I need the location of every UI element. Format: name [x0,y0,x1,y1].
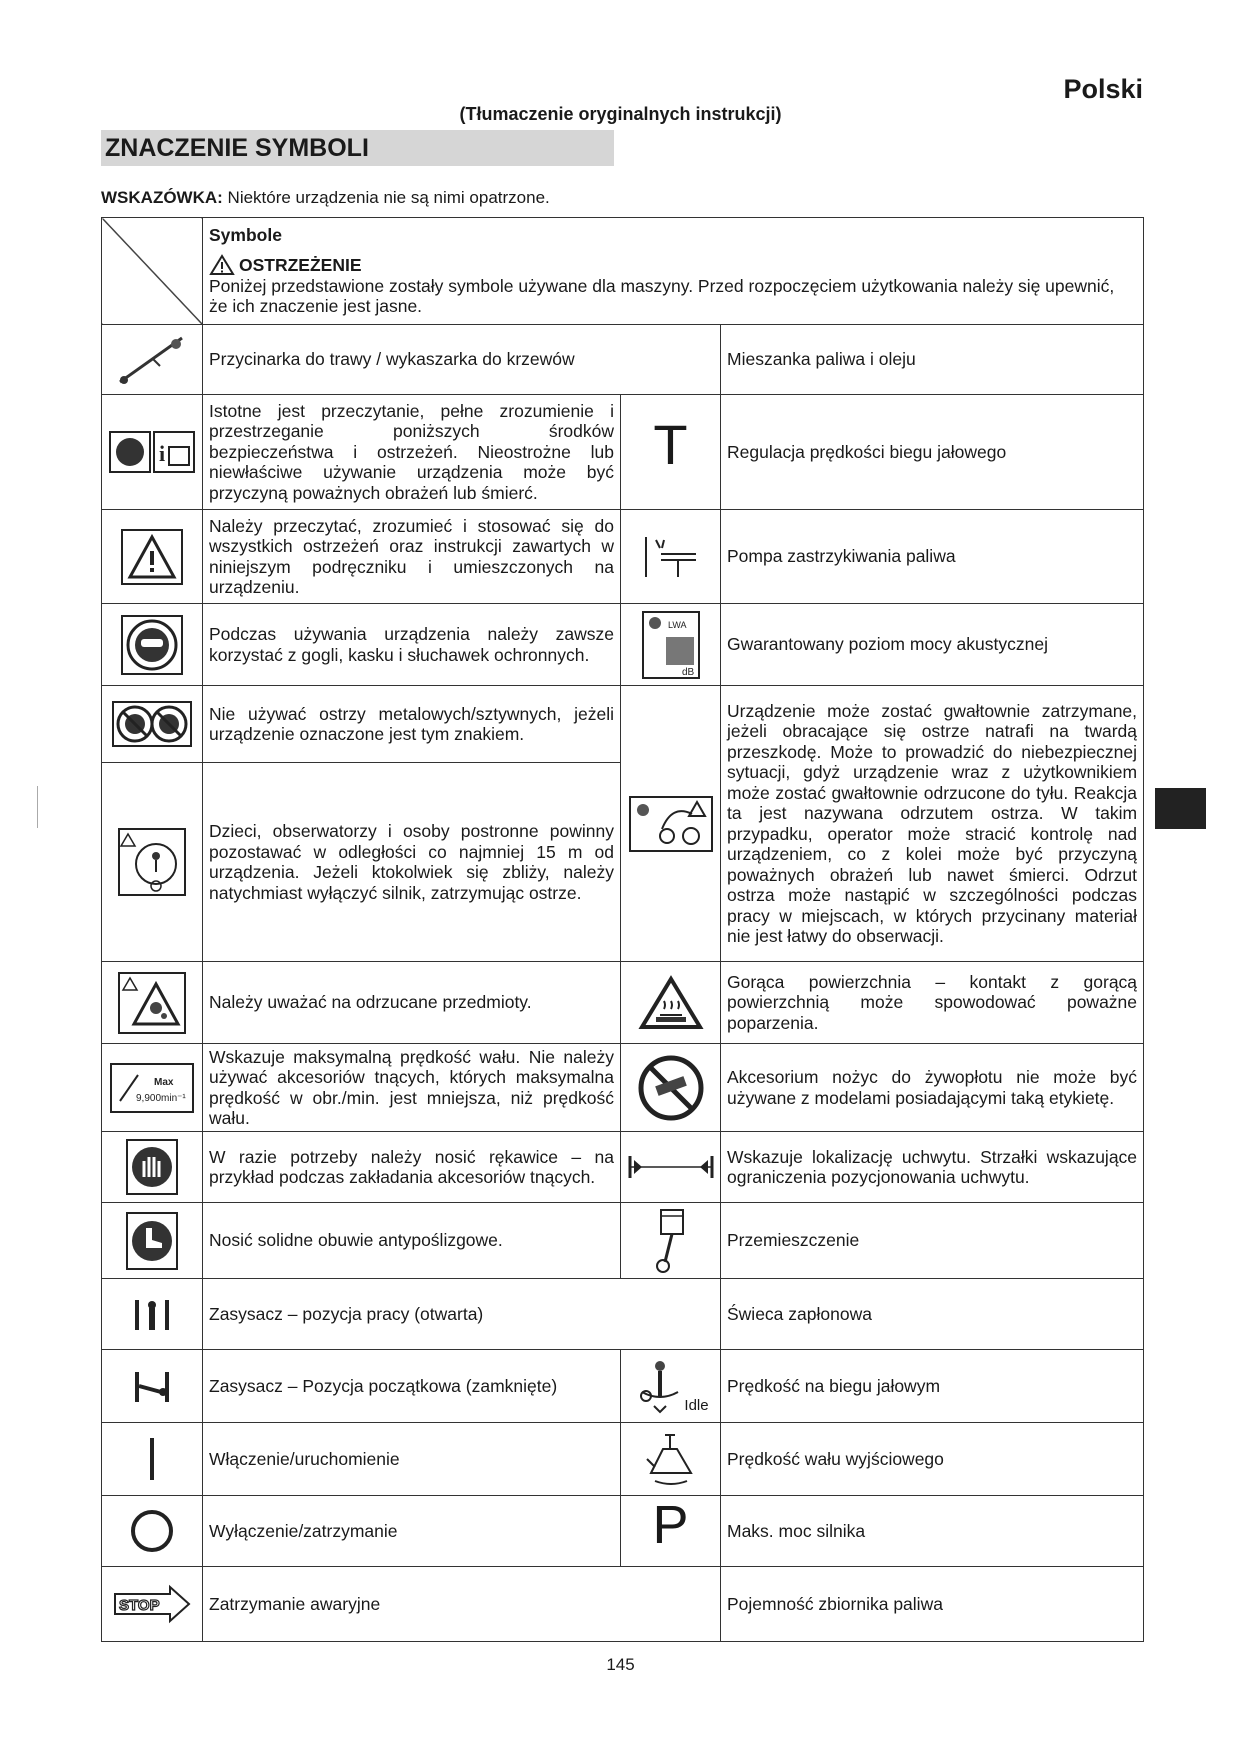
emergency-stop-icon [102,1567,203,1642]
row-text-left: Podczas używania urządzenia należy zawsze korzystać z gogli, kasku i słuchawek ochronnych. [203,604,621,686]
row-text-left: Należy uważać na odrzucane przedmioty. [203,962,621,1044]
note-text: Niektóre urządzenia nie są nimi opatrzone. [222,188,550,207]
table-row [102,1203,1144,1279]
table-row [102,1567,1144,1642]
hot-surface-icon [621,962,721,1044]
row-text-right: Prędkość na biegu jałowym [721,1350,1144,1423]
displacement-icon [621,1203,721,1279]
row-text-left: Dzieci, obserwatorzy i osoby postronne powinny pozostawać w odległości co najmniej 15 m od urządzenia. Jeżeli ktokolwiek się zbliży, należy natychmiast wyłączyć silnik, zatrzymując ostrze. [203,763,621,962]
table-row [102,604,1144,686]
no-hedge-trimmer-icon [621,1044,721,1132]
no-metal-blade-icon [102,686,203,763]
table-row [102,510,1144,604]
margin-mark [37,786,38,828]
chapter-tab [1155,788,1206,829]
table-row [102,1350,1144,1423]
row-text-right: Gorąca powierzchnia – kontakt z gorącą powierzchnią może spowodować poważne poparzenia. [721,962,1144,1044]
handle-position-icon [621,1132,721,1203]
thrown-objects-icon [102,962,203,1044]
read-manual-icon [102,395,203,510]
warning-triangle-icon [209,254,235,276]
page-number: 145 [606,1655,635,1674]
row-text-left: Istotne jest przeczytanie, pełne zrozumienie i przestrzeganie poniższych środków bezpieczeństwa i ostrzeżeń. Nieostrożne lub niewłaściwe używanie urządzenia może być przyczyną poważnych obrażeń lub śmierć. [203,395,621,510]
max-shaft-speed-icon [102,1044,203,1132]
language-label: Polski [1063,74,1143,104]
table-row [102,1044,1144,1132]
max-label: Max [154,1076,174,1088]
row-text-left: Nosić solidne obuwie antypoślizgowe. [203,1203,621,1279]
row-text-right: Akcesorium nożyc do żywopłotu nie może być używane z modelami posiadającymi taką etykietę. [721,1044,1144,1132]
row-text-right: Maks. moc silnika [721,1496,1144,1567]
table-header-row [102,218,1144,325]
power-off-icon [102,1496,203,1567]
row-text-left: W razie potrzeby należy nosić rękawice – na przykład podczas zakładania akcesoriów tnących. [203,1132,621,1203]
row-text-left: Przycinarka do trawy / wykaszarka do krzewów [203,325,721,395]
table-row [102,1423,1144,1496]
db-text: dB [681,666,694,678]
row-text-left: Zasysacz – pozycja pracy (otwarta) [203,1279,721,1350]
table-row [102,962,1144,1044]
row-text-left: Nie używać ostrzy metalowych/sztywnych, jeżeli urządzenie oznaczone jest tym znakiem. [203,686,621,763]
symbols-table [101,217,1144,1642]
row-text-right: Urządzenie może zostać gwałtownie zatrzymane, jeżeli obracające się ostrze natrafi na twardą przeszkodę. Może to prowadzić do niebezpiecznej sytuacji, gdyż urządzenie wraz z użytkownikiem może zostać gwałtownie odrzucone do tyłu. Reakcja ta jest nazywana odrzutem ostrza. W takim przypadku, operator może stracić kontrolę nad urządzeniem, co z kolei może być przyczyną poważnych obrażeń lub nawet śmierci. Odrzut ostrza może nastąpić w szczególności podczas pracy w miejscach, w których przycinany materiał nie jest łatwy do obserwacji. [721,686,1144,962]
row-text-right: Wskazuje lokalizację uchwytu. Strzałki wskazujące ograniczenia pozycjonowania uchwytu. [721,1132,1144,1203]
table-row [102,395,1144,510]
row-text-left: Wyłączenie/zatrzymanie [203,1496,621,1567]
alert-triangle-icon [102,510,203,604]
choke-closed-icon [102,1350,203,1423]
table-row [102,686,1144,763]
row-text-left: Zatrzymanie awaryjne [203,1567,721,1642]
stop-label: STOP [119,1597,160,1614]
document-subtitle: (Tłumaczenie oryginalnych instrukcji) [459,104,782,124]
idle-speed-adjust-icon [621,395,721,510]
row-text-left: Zasysacz – Pozycja początkowa (zamknięte) [203,1350,621,1423]
row-text-right: Gwarantowany poziom mocy akustycznej [721,604,1144,686]
row-text-right: Pojemność zbiornika paliwa [721,1567,1144,1642]
idle-speed-icon [621,1350,721,1423]
protective-gear-icon [102,604,203,686]
header-title: Symbole [209,225,282,246]
power-on-icon [102,1423,203,1496]
row-text-right: Pompa zastrzykiwania paliwa [721,510,1144,604]
row-text-left: Włączenie/uruchomienie [203,1423,621,1496]
row-text-right: Regulacja prędkości biegu jałowego [721,395,1144,510]
warning-line [209,254,1137,276]
row-text-left: Należy przeczytać, zrozumieć i stosować się do wszystkich ostrzeżeń oraz instrukcji zawartych w niniejszym podręczniku i umieszczonych na urządzeniu. [203,510,621,604]
kickback-icon [621,686,721,962]
gloves-icon [102,1132,203,1203]
sound-power-icon [621,604,721,686]
note [101,188,550,208]
warning-label: OSTRZEŻENIE [239,254,362,275]
lwa-text: LWA [667,619,687,630]
header-cell [203,218,1144,325]
header-text: Poniżej przedstawione zostały symbole używane dla maszyny. Przed rozpoczęciem użytkowania należy się upewnić, że ich znaczenie jest jasne. [209,275,1115,317]
section-title: ZNACZENIE SYMBOLI [101,130,614,166]
table-row [102,1496,1144,1567]
trimmer-icon [102,325,203,395]
row-text-right [721,325,1144,395]
max-engine-power-icon [621,1496,721,1567]
table-row [102,1279,1144,1350]
safety-boots-icon [102,1203,203,1279]
idle-label: Idle [684,1396,709,1414]
output-shaft-speed-icon [621,1423,721,1496]
svg-text:i: i [159,441,166,466]
fuel-mix-text: Mieszanka paliwa i oleju [727,349,916,370]
max-speed-value: 9,900min⁻¹ [136,1092,186,1104]
table-row [102,1132,1144,1203]
row-text-right: Prędkość wału wyjściowego [721,1423,1144,1496]
header-diagonal-cell [102,218,203,325]
note-label: WSKAZÓWKA: [101,188,223,207]
primer-pump-icon [621,510,721,604]
row-text-left: Wskazuje maksymalną prędkość wału. Nie należy używać akcesoriów tnących, których maksymalna prędkość w obr./min. jest mniejsza, niż prędkość wału. [203,1044,621,1132]
keep-distance-icon [102,763,203,962]
table-row [102,325,1144,395]
choke-open-icon [102,1279,203,1350]
p-letter: P [652,1494,689,1555]
row-text-right: Przemieszczenie [721,1203,1144,1279]
idle-speed-letter: T [653,413,688,477]
row-text-right: Świeca zapłonowa [721,1279,1144,1350]
